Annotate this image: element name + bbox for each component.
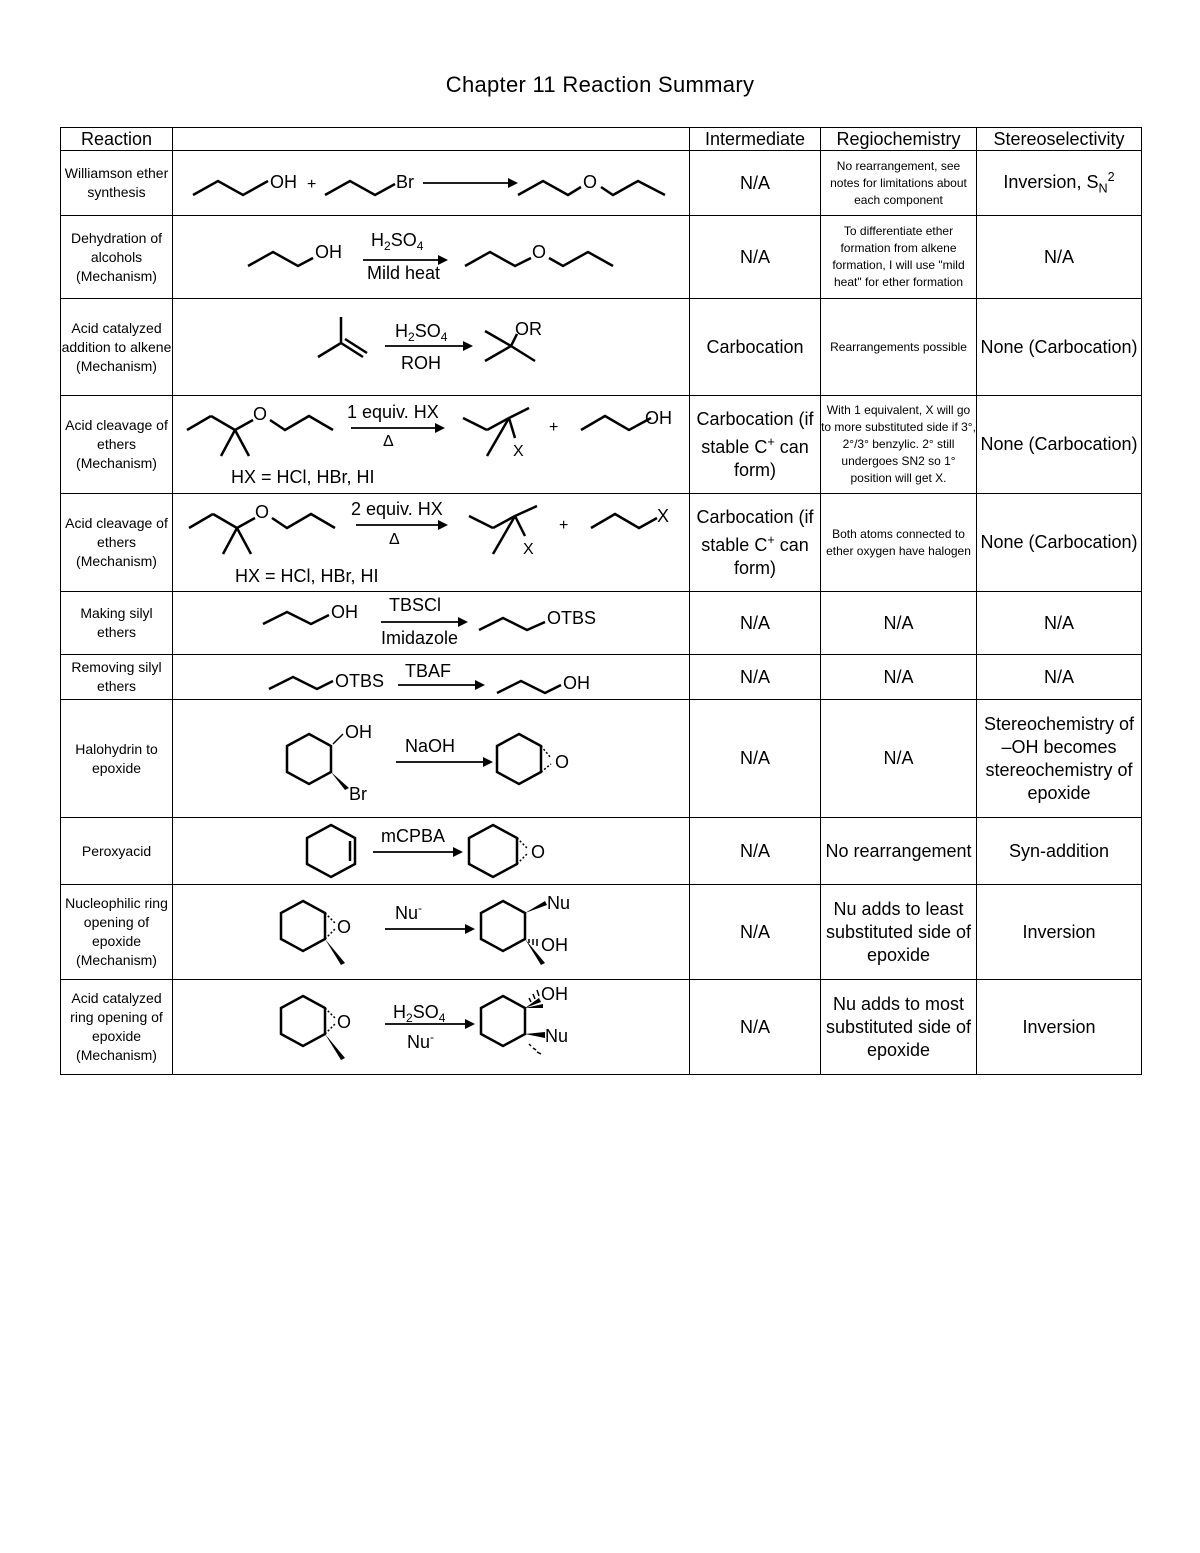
intermediate-cell: N/A [690,818,821,885]
table-row [61,216,1142,299]
reaction-scheme [173,151,690,216]
bond [515,516,525,536]
o-label: O [532,242,547,262]
silyl-protect-scheme [173,592,690,654]
regiochemistry-cell: Nu adds to most substituted side of epoxide [821,980,977,1075]
hash-bond [339,734,343,738]
bond [469,516,493,528]
stereoselectivity-cell: None (Carbocation) [977,494,1142,592]
cyclohexane-ring [497,734,541,784]
stereoselectivity-cell: N/A [977,216,1142,299]
reagent-label: NaOH [405,736,456,756]
arrow-head [463,341,473,351]
bond [187,416,211,430]
table-row [61,655,1142,700]
hash-bond [529,1044,531,1046]
heat-label: Δ [389,531,400,548]
reaction-name: Acid cleavage of ethers (Mechanism) [61,396,173,494]
oh-label: OH [541,935,568,955]
arrow-head [465,924,475,934]
cyclohexane-ring [469,825,517,877]
wedge-bond [331,772,349,790]
reaction-name: Acid catalyzed ring opening of epoxide (Mechanism) [61,980,173,1075]
regiochemistry-cell: Nu adds to least substituted side of epoxide [821,885,977,980]
header-stereoselectivity: Stereoselectivity [977,128,1142,151]
reaction-scheme [173,216,690,299]
reagent-label: 2 equiv. HX [351,499,443,519]
bond [325,181,395,195]
reaction-scheme [173,592,690,655]
hash-bond [537,990,539,996]
cyclohexane-ring [281,996,325,1046]
br-label: Br [396,172,414,192]
wedge-bond [525,901,547,913]
bond [485,331,511,346]
peroxyacid-scheme [173,818,690,884]
regiochemistry-cell: With 1 equivalent, X will go to more substituted side if 3°, 2°/3° benzylic. 2° still undergoes SN2 so 1° position will get X. [821,396,977,494]
reagent-label: Nu- [395,901,423,923]
oh-label: OH [563,673,590,693]
stereoselectivity-cell: N/A [977,655,1142,700]
intermediate-cell: N/A [690,885,821,980]
bond [509,408,529,418]
intermediate-cell [690,396,821,494]
reaction-name: Removing silyl ethers [61,655,173,700]
regiochemistry-cell: Both atoms connected to ether oxygen have halogen [821,494,977,592]
x-label: X [657,506,670,526]
arrow-head [465,1019,475,1029]
acid-cleavage-2-scheme [173,494,690,591]
reaction-name: Acid catalyzed addition to alkene (Mechanism) [61,299,173,396]
epoxide-bond [325,1024,335,1034]
halohydrin-scheme [173,700,690,817]
reaction-scheme [173,700,690,818]
double-bond [345,339,367,353]
condition-label: Nu- [407,1030,435,1052]
stereoselectivity-cell: Inversion [977,885,1142,980]
bond [235,430,249,456]
bond [272,514,335,528]
arrow-head [458,617,468,627]
reaction-name: Acid cleavage of ethers (Mechanism) [61,494,173,592]
stereoselectivity-cell: Inversion [977,980,1142,1075]
oh-label: OH [541,984,568,1004]
stereoselectivity-cell: None (Carbocation) [977,299,1142,396]
stereo-sub: N [1098,181,1108,196]
bond [341,343,363,357]
page-title: Chapter 11 Reaction Summary [445,72,755,97]
bond [221,430,235,456]
nu-label: Nu [547,893,571,913]
bond [235,420,253,430]
intermediate-cell: N/A [690,655,821,700]
header-scheme [173,128,690,151]
bond [509,418,515,438]
arrow-head [435,423,445,433]
hash-bond [537,1052,541,1054]
stereoselectivity-cell: Syn-addition [977,818,1142,885]
bond [248,252,313,266]
header-intermediate: Intermediate [690,128,821,151]
hash-bond [533,1048,536,1050]
hash-bond [533,994,535,999]
regiochemistry-cell: No rearrangement [821,818,977,885]
or-label: OR [515,319,542,339]
reaction-summary-table [60,127,1142,1075]
epoxide-bond [325,929,335,939]
arrow-head [453,847,463,857]
heat-label: Δ [383,433,394,450]
acid-addition-scheme [173,299,690,395]
regiochemistry-cell: Rearrangements possible [821,299,977,396]
x-label: X [513,443,524,460]
intermediate-cell: N/A [690,700,821,818]
cyclohexane-ring [287,734,331,784]
cyclohexane-ring [481,996,525,1046]
oh-label: OH [270,172,297,192]
epoxide-bond [325,913,335,923]
reaction-scheme [173,494,690,592]
reagent-label: TBSCl [389,595,442,615]
o-label: O [337,917,352,937]
regiochemistry-cell: N/A [821,592,977,655]
intermediate-text-end: can form) [734,534,809,578]
bond [270,416,333,430]
x-label: X [523,541,534,558]
bond [213,514,237,528]
stereoselectivity-cell: Stereochemistry of –OH becomes stereochemistry of epoxide [977,700,1142,818]
epoxide-bond [517,854,527,864]
oh-label: OH [345,722,372,742]
otbs-label: OTBS [547,608,597,628]
reagent-label: TBAF [405,661,452,681]
reaction-scheme [173,818,690,885]
stereo-sup: 2 [1107,169,1115,184]
header-regiochemistry: Regiochemistry [821,128,977,151]
bond [518,181,581,195]
intermediate-sup: + [767,434,775,449]
bond [269,677,333,689]
reaction-name: Making silyl ethers [61,592,173,655]
bond [591,514,657,528]
bond [549,252,613,266]
bond [237,528,251,554]
table-row [61,700,1142,818]
cyclohexene-ring [307,825,355,877]
bond [237,518,255,528]
arrow-head [508,178,518,188]
reaction-name: Williamson ether synthesis [61,151,173,216]
intermediate-text-end: can form) [734,436,809,480]
bond [511,346,535,361]
o-label: O [337,1012,352,1032]
o-label: O [253,404,268,424]
hx-note: HX = HCl, HBr, HI [235,566,379,586]
br-label: Br [349,784,367,804]
bond [189,514,213,528]
plus-sign: + [307,176,317,193]
otbs-label: OTBS [335,671,385,691]
reaction-scheme [173,885,690,980]
intermediate-text: Carbocation (if stable C [696,408,814,457]
epoxide-bond [325,1008,335,1018]
bond [223,528,237,554]
wedge-bond [525,1032,545,1038]
o-label: O [583,172,598,192]
reaction-name: Nucleophilic ring opening of epoxide (Mechanism) [61,885,173,980]
regiochemistry-cell: No rearrangement, see notes for limitations about each component [821,151,977,216]
reaction-name: Halohydrin to epoxide [61,700,173,818]
reaction-scheme [173,655,690,700]
hx-note: HX = HCl, HBr, HI [231,467,375,487]
reagent-label: $H_2SO_4$ [393,1002,446,1025]
epoxide-bond [541,746,551,758]
reagent-label: 1 equiv. HX [347,402,439,422]
hash-bond [529,998,531,1002]
plus-sign: + [549,419,559,436]
bond [465,252,531,266]
header-row [61,128,1142,151]
epoxide-bond [517,838,527,848]
hash-bond [333,741,336,744]
silyl-deprotect-scheme [173,655,690,699]
acid-opening-scheme [173,980,690,1074]
bond [601,181,665,195]
oh-label: OH [645,408,672,428]
epoxide-bond [541,764,551,772]
intermediate-cell: N/A [690,980,821,1075]
condition-label: Imidazole [381,628,459,648]
stereoselectivity-cell: None (Carbocation) [977,396,1142,494]
regiochemistry-cell: N/A [821,655,977,700]
intermediate-cell [690,494,821,592]
nucleophilic-opening-scheme [173,885,690,979]
reaction-scheme [173,299,690,396]
reaction-scheme [173,980,690,1075]
cyclohexane-ring [281,901,325,951]
reaction-name: Dehydration of alcohols (Mechanism) [61,216,173,299]
intermediate-cell: N/A [690,151,821,216]
o-label: O [531,842,546,862]
condition-label: Mild heat [367,263,441,283]
acid-cleavage-1-scheme [173,396,690,493]
condition-label: ROH [401,353,441,373]
o-label: O [255,502,270,522]
stereo-text: Inversion, S [1003,171,1099,192]
dehydration-scheme [173,216,690,298]
bond [515,506,537,516]
reaction-scheme [173,396,690,494]
williamson-scheme [173,151,690,215]
intermediate-cell: N/A [690,592,821,655]
table-row [61,396,1142,494]
arrow-head [438,520,448,530]
wedge-bond [325,939,345,965]
arrow-head [483,757,493,767]
bond [485,346,511,361]
nu-label: Nu [545,1026,569,1046]
reagent-label: $H_2SO_4$ [395,321,448,344]
oh-label: OH [315,242,342,262]
table-row [61,980,1142,1075]
bond [211,416,235,430]
intermediate-sup: + [767,532,775,547]
table-row [61,494,1142,592]
reaction-name: Peroxyacid [61,818,173,885]
intermediate-text: Carbocation (if stable C [696,506,814,555]
table-row [61,299,1142,396]
reagent-label: mCPBA [381,826,446,846]
o-label: O [555,752,570,772]
plus-sign: + [559,517,569,534]
reagent-label: $H_2SO_4$ [371,230,424,253]
intermediate-cell: Carbocation [690,299,821,396]
table-row [61,592,1142,655]
regiochemistry-cell: To differentiate ether formation from alkene formation, I will use "mild heat" for ether formation [821,216,977,299]
regiochemistry-cell: N/A [821,700,977,818]
intermediate-cell: N/A [690,216,821,299]
table-row [61,151,1142,216]
bond [479,618,545,630]
bond [463,418,487,430]
table-row [61,885,1142,980]
bond [581,416,651,430]
wedge-bond [325,1034,345,1060]
bond [318,343,341,357]
bond [497,681,561,693]
stereoselectivity-cell: N/A [977,592,1142,655]
hash-bond [336,738,339,741]
table-row [61,818,1142,885]
bond [193,181,268,195]
cyclohexane-ring [481,901,525,951]
stereoselectivity-cell [977,151,1142,216]
header-reaction: Reaction [61,128,173,151]
oh-label: OH [331,602,358,622]
arrow-head [475,680,485,690]
bond [263,612,329,624]
